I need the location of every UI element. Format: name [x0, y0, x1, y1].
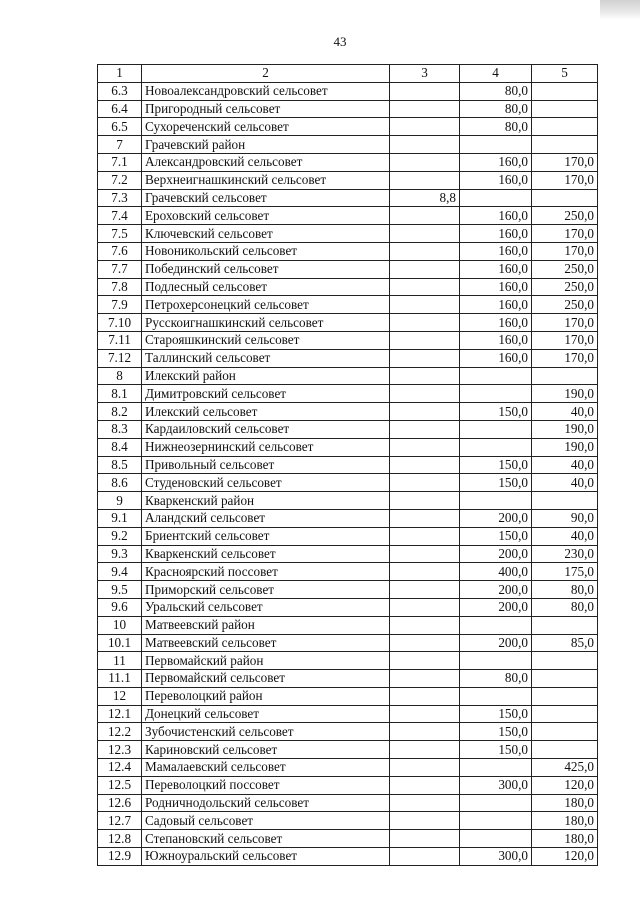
column-3-value-cell — [390, 367, 460, 385]
column-5-value-cell: 170,0 — [532, 242, 598, 260]
column-4-value-cell — [460, 616, 532, 634]
column-4-value-cell: 160,0 — [460, 260, 532, 278]
scan-corner-mark — [600, 0, 640, 20]
column-header-2: 2 — [142, 65, 390, 83]
table-row — [98, 812, 598, 830]
table-row — [98, 367, 598, 385]
row-number-cell: 7.2 — [98, 171, 142, 189]
column-5-value-cell — [532, 670, 598, 688]
column-5-value-cell — [532, 136, 598, 154]
settlement-name-cell: Уральский сельсовет — [142, 598, 390, 616]
column-5-value-cell: 425,0 — [532, 759, 598, 777]
settlement-name-cell: Таллинский сельсовет — [142, 349, 390, 367]
column-5-value-cell: 170,0 — [532, 225, 598, 243]
table-row — [98, 848, 598, 866]
column-4-value-cell: 80,0 — [460, 118, 532, 136]
column-3-value-cell — [390, 385, 460, 403]
column-4-value-cell: 150,0 — [460, 527, 532, 545]
table-row — [98, 296, 598, 314]
column-5-value-cell: 40,0 — [532, 527, 598, 545]
row-number-cell: 6.3 — [98, 82, 142, 100]
column-3-value-cell — [390, 403, 460, 421]
column-3-value-cell — [390, 848, 460, 866]
table-row — [98, 278, 598, 296]
row-number-cell: 7.5 — [98, 225, 142, 243]
column-5-value-cell: 230,0 — [532, 545, 598, 563]
column-5-value-cell: 80,0 — [532, 598, 598, 616]
settlement-name-cell: Нижнеозернинский сельсовет — [142, 438, 390, 456]
table-row — [98, 242, 598, 260]
table-row — [98, 527, 598, 545]
settlement-name-cell: Садовый сельсовет — [142, 812, 390, 830]
row-number-cell: 8.4 — [98, 438, 142, 456]
column-4-value-cell: 160,0 — [460, 225, 532, 243]
table-row — [98, 349, 598, 367]
settlement-name-cell: Мамалаевский сельсовет — [142, 759, 390, 777]
page-number: 43 — [333, 34, 347, 49]
column-4-value-cell: 150,0 — [460, 741, 532, 759]
table-row — [98, 456, 598, 474]
settlement-name-cell: Красноярский поссовет — [142, 563, 390, 581]
column-5-value-cell: 90,0 — [532, 509, 598, 527]
settlement-name-cell: Аландский сельсовет — [142, 509, 390, 527]
column-4-value-cell: 80,0 — [460, 100, 532, 118]
column-5-value-cell — [532, 687, 598, 705]
column-3-value-cell — [390, 812, 460, 830]
table-row — [98, 331, 598, 349]
column-3-value-cell — [390, 616, 460, 634]
column-4-value-cell: 80,0 — [460, 82, 532, 100]
table-row — [98, 189, 598, 207]
table-row — [98, 830, 598, 848]
column-5-value-cell: 170,0 — [532, 171, 598, 189]
table-row — [98, 545, 598, 563]
column-4-value-cell: 80,0 — [460, 670, 532, 688]
column-3-value-cell — [390, 331, 460, 349]
settlement-name-cell: Ключевский сельсовет — [142, 225, 390, 243]
table-row — [98, 652, 598, 670]
settlement-name-cell: Кардаиловский сельсовет — [142, 420, 390, 438]
table-row — [98, 438, 598, 456]
row-number-cell: 12.1 — [98, 705, 142, 723]
column-5-value-cell — [532, 492, 598, 510]
column-5-value-cell: 190,0 — [532, 420, 598, 438]
settlement-name-cell: Южноуральский сельсовет — [142, 848, 390, 866]
column-5-value-cell: 180,0 — [532, 830, 598, 848]
row-number-cell: 12.9 — [98, 848, 142, 866]
column-4-value-cell — [460, 420, 532, 438]
column-5-value-cell — [532, 723, 598, 741]
column-3-value-cell — [390, 100, 460, 118]
settlement-name-cell: Грачевский сельсовет — [142, 189, 390, 207]
column-5-value-cell — [532, 100, 598, 118]
settlement-name-cell: Русскоигнашкинский сельсовет — [142, 314, 390, 332]
settlement-name-cell: Кваркенский район — [142, 492, 390, 510]
column-5-value-cell: 40,0 — [532, 403, 598, 421]
row-number-cell: 9.2 — [98, 527, 142, 545]
column-4-value-cell: 160,0 — [460, 242, 532, 260]
column-4-value-cell: 160,0 — [460, 278, 532, 296]
column-3-value-cell — [390, 545, 460, 563]
column-4-value-cell — [460, 759, 532, 777]
settlement-name-cell: Первомайский сельсовет — [142, 670, 390, 688]
column-4-value-cell — [460, 492, 532, 510]
row-number-cell: 9 — [98, 492, 142, 510]
table-row — [98, 314, 598, 332]
row-number-cell: 8 — [98, 367, 142, 385]
column-4-value-cell — [460, 687, 532, 705]
row-number-cell: 8.5 — [98, 456, 142, 474]
column-4-value-cell: 150,0 — [460, 705, 532, 723]
row-number-cell: 7.12 — [98, 349, 142, 367]
column-4-value-cell: 400,0 — [460, 563, 532, 581]
row-number-cell: 7.11 — [98, 331, 142, 349]
column-4-value-cell — [460, 438, 532, 456]
column-5-value-cell: 180,0 — [532, 812, 598, 830]
column-5-value-cell — [532, 367, 598, 385]
row-number-cell: 12.6 — [98, 794, 142, 812]
column-header-1: 1 — [98, 65, 142, 83]
column-3-value-cell — [390, 705, 460, 723]
column-5-value-cell: 80,0 — [532, 581, 598, 599]
table-row — [98, 723, 598, 741]
column-3-value-cell: 8,8 — [390, 189, 460, 207]
column-4-value-cell: 150,0 — [460, 474, 532, 492]
column-3-value-cell — [390, 82, 460, 100]
column-4-value-cell: 200,0 — [460, 581, 532, 599]
settlement-name-cell: Илекский район — [142, 367, 390, 385]
column-3-value-cell — [390, 242, 460, 260]
table-row — [98, 759, 598, 777]
settlement-name-cell: Петрохерсонецкий сельсовет — [142, 296, 390, 314]
column-3-value-cell — [390, 741, 460, 759]
settlement-name-cell: Новоалександровский сельсовет — [142, 82, 390, 100]
table-row — [98, 741, 598, 759]
column-5-value-cell: 250,0 — [532, 207, 598, 225]
settlement-name-cell: Кваркенский сельсовет — [142, 545, 390, 563]
column-4-value-cell: 200,0 — [460, 545, 532, 563]
settlement-name-cell: Пригородный сельсовет — [142, 100, 390, 118]
table-row — [98, 225, 598, 243]
settlement-name-cell: Приморский сельсовет — [142, 581, 390, 599]
row-number-cell: 9.1 — [98, 509, 142, 527]
column-4-value-cell — [460, 794, 532, 812]
row-number-cell: 12.7 — [98, 812, 142, 830]
column-3-value-cell — [390, 687, 460, 705]
column-5-value-cell: 190,0 — [532, 438, 598, 456]
column-4-value-cell — [460, 652, 532, 670]
column-4-value-cell: 160,0 — [460, 207, 532, 225]
settlement-name-cell: Бриентский сельсовет — [142, 527, 390, 545]
settlement-name-cell: Степановский сельсовет — [142, 830, 390, 848]
settlement-name-cell: Грачевский район — [142, 136, 390, 154]
column-3-value-cell — [390, 136, 460, 154]
column-4-value-cell: 200,0 — [460, 598, 532, 616]
column-4-value-cell: 150,0 — [460, 403, 532, 421]
settlement-name-cell: Сухореченский сельсовет — [142, 118, 390, 136]
row-number-cell: 7.7 — [98, 260, 142, 278]
row-number-cell: 9.4 — [98, 563, 142, 581]
column-4-value-cell — [460, 189, 532, 207]
row-number-cell: 12 — [98, 687, 142, 705]
settlement-name-cell: Привольный сельсовет — [142, 456, 390, 474]
column-3-value-cell — [390, 171, 460, 189]
row-number-cell: 6.5 — [98, 118, 142, 136]
column-5-value-cell: 250,0 — [532, 278, 598, 296]
column-4-value-cell — [460, 812, 532, 830]
table-row — [98, 82, 598, 100]
column-5-value-cell — [532, 616, 598, 634]
table-row — [98, 687, 598, 705]
column-3-value-cell — [390, 794, 460, 812]
column-4-value-cell: 160,0 — [460, 153, 532, 171]
column-3-value-cell — [390, 207, 460, 225]
column-3-value-cell — [390, 527, 460, 545]
column-5-value-cell — [532, 118, 598, 136]
table-row — [98, 136, 598, 154]
settlement-name-cell: Переволоцкий поссовет — [142, 776, 390, 794]
column-3-value-cell — [390, 581, 460, 599]
column-3-value-cell — [390, 349, 460, 367]
column-4-value-cell: 160,0 — [460, 296, 532, 314]
row-number-cell: 10.1 — [98, 634, 142, 652]
settlement-name-cell: Старояшкинский сельсовет — [142, 331, 390, 349]
column-4-value-cell — [460, 136, 532, 154]
column-5-value-cell: 120,0 — [532, 776, 598, 794]
column-3-value-cell — [390, 634, 460, 652]
column-4-value-cell: 200,0 — [460, 509, 532, 527]
column-3-value-cell — [390, 420, 460, 438]
column-3-value-cell — [390, 723, 460, 741]
column-5-value-cell — [532, 652, 598, 670]
column-4-value-cell — [460, 385, 532, 403]
settlement-name-cell: Переволоцкий район — [142, 687, 390, 705]
row-number-cell: 7 — [98, 136, 142, 154]
settlement-name-cell: Студеновский сельсовет — [142, 474, 390, 492]
row-number-cell: 9.5 — [98, 581, 142, 599]
settlement-name-cell: Матвеевский район — [142, 616, 390, 634]
row-number-cell: 12.2 — [98, 723, 142, 741]
column-5-value-cell — [532, 741, 598, 759]
table-row — [98, 118, 598, 136]
column-5-value-cell: 175,0 — [532, 563, 598, 581]
table-row — [98, 616, 598, 634]
column-5-value-cell — [532, 705, 598, 723]
settlement-name-cell: Донецкий сельсовет — [142, 705, 390, 723]
row-number-cell: 9.6 — [98, 598, 142, 616]
column-3-value-cell — [390, 456, 460, 474]
column-header-4: 4 — [460, 65, 532, 83]
row-number-cell: 7.10 — [98, 314, 142, 332]
column-3-value-cell — [390, 670, 460, 688]
allocation-table — [97, 64, 598, 866]
row-number-cell: 7.8 — [98, 278, 142, 296]
table-row — [98, 794, 598, 812]
settlement-name-cell: Илекский сельсовет — [142, 403, 390, 421]
column-5-value-cell: 120,0 — [532, 848, 598, 866]
table-row — [98, 563, 598, 581]
table-row — [98, 492, 598, 510]
table-row — [98, 207, 598, 225]
row-number-cell: 11.1 — [98, 670, 142, 688]
row-number-cell: 10 — [98, 616, 142, 634]
table-row — [98, 474, 598, 492]
column-3-value-cell — [390, 509, 460, 527]
column-5-value-cell — [532, 189, 598, 207]
column-4-value-cell: 160,0 — [460, 331, 532, 349]
row-number-cell: 7.1 — [98, 153, 142, 171]
settlement-name-cell: Первомайский район — [142, 652, 390, 670]
column-4-value-cell: 200,0 — [460, 634, 532, 652]
settlement-name-cell: Димитровский сельсовет — [142, 385, 390, 403]
settlement-name-cell: Родничнодольский сельсовет — [142, 794, 390, 812]
settlement-name-cell: Побединский сельсовет — [142, 260, 390, 278]
row-number-cell: 12.5 — [98, 776, 142, 794]
row-number-cell: 8.6 — [98, 474, 142, 492]
column-4-value-cell: 160,0 — [460, 314, 532, 332]
column-4-value-cell: 160,0 — [460, 171, 532, 189]
column-3-value-cell — [390, 474, 460, 492]
row-number-cell: 8.3 — [98, 420, 142, 438]
table-row — [98, 776, 598, 794]
table-row — [98, 420, 598, 438]
row-number-cell: 7.9 — [98, 296, 142, 314]
settlement-name-cell: Зубочистенский сельсовет — [142, 723, 390, 741]
row-number-cell: 6.4 — [98, 100, 142, 118]
column-4-value-cell: 150,0 — [460, 456, 532, 474]
column-5-value-cell: 250,0 — [532, 260, 598, 278]
row-number-cell: 7.6 — [98, 242, 142, 260]
column-3-value-cell — [390, 492, 460, 510]
table-row — [98, 260, 598, 278]
column-5-value-cell: 190,0 — [532, 385, 598, 403]
column-4-value-cell: 160,0 — [460, 349, 532, 367]
table-body — [98, 82, 598, 865]
column-3-value-cell — [390, 598, 460, 616]
row-number-cell: 11 — [98, 652, 142, 670]
column-4-value-cell — [460, 830, 532, 848]
row-number-cell: 12.8 — [98, 830, 142, 848]
column-5-value-cell: 180,0 — [532, 794, 598, 812]
column-3-value-cell — [390, 776, 460, 794]
row-number-cell: 12.4 — [98, 759, 142, 777]
table-row — [98, 171, 598, 189]
table-row — [98, 153, 598, 171]
settlement-name-cell: Новоникольский сельсовет — [142, 242, 390, 260]
table-row — [98, 634, 598, 652]
column-3-value-cell — [390, 118, 460, 136]
settlement-name-cell: Подлесный сельсовет — [142, 278, 390, 296]
column-3-value-cell — [390, 314, 460, 332]
table-row — [98, 100, 598, 118]
row-number-cell: 7.4 — [98, 207, 142, 225]
column-5-value-cell: 170,0 — [532, 331, 598, 349]
column-3-value-cell — [390, 652, 460, 670]
column-5-value-cell: 250,0 — [532, 296, 598, 314]
column-4-value-cell: 150,0 — [460, 723, 532, 741]
column-4-value-cell — [460, 367, 532, 385]
column-5-value-cell: 170,0 — [532, 153, 598, 171]
column-3-value-cell — [390, 225, 460, 243]
table-row — [98, 403, 598, 421]
column-header-5: 5 — [532, 65, 598, 83]
column-5-value-cell: 40,0 — [532, 456, 598, 474]
column-5-value-cell: 85,0 — [532, 634, 598, 652]
table-row — [98, 670, 598, 688]
column-4-value-cell: 300,0 — [460, 776, 532, 794]
column-3-value-cell — [390, 438, 460, 456]
column-3-value-cell — [390, 563, 460, 581]
row-number-cell: 9.3 — [98, 545, 142, 563]
column-4-value-cell: 300,0 — [460, 848, 532, 866]
row-number-cell: 12.3 — [98, 741, 142, 759]
column-3-value-cell — [390, 296, 460, 314]
table-header-row — [98, 65, 598, 83]
column-5-value-cell — [532, 82, 598, 100]
column-3-value-cell — [390, 759, 460, 777]
column-3-value-cell — [390, 153, 460, 171]
column-3-value-cell — [390, 278, 460, 296]
row-number-cell: 7.3 — [98, 189, 142, 207]
table-row — [98, 598, 598, 616]
settlement-name-cell: Александровский сельсовет — [142, 153, 390, 171]
row-number-cell: 8.1 — [98, 385, 142, 403]
settlement-name-cell: Кариновский сельсовет — [142, 741, 390, 759]
column-5-value-cell: 170,0 — [532, 349, 598, 367]
settlement-name-cell: Верхнеигнашкинский сельсовет — [142, 171, 390, 189]
column-5-value-cell: 40,0 — [532, 474, 598, 492]
table-row — [98, 509, 598, 527]
table-row — [98, 581, 598, 599]
column-5-value-cell: 170,0 — [532, 314, 598, 332]
table-row — [98, 385, 598, 403]
column-3-value-cell — [390, 260, 460, 278]
table-row — [98, 705, 598, 723]
column-3-value-cell — [390, 830, 460, 848]
settlement-name-cell: Ероховский сельсовет — [142, 207, 390, 225]
row-number-cell: 8.2 — [98, 403, 142, 421]
settlement-name-cell: Матвеевский сельсовет — [142, 634, 390, 652]
column-header-3: 3 — [390, 65, 460, 83]
